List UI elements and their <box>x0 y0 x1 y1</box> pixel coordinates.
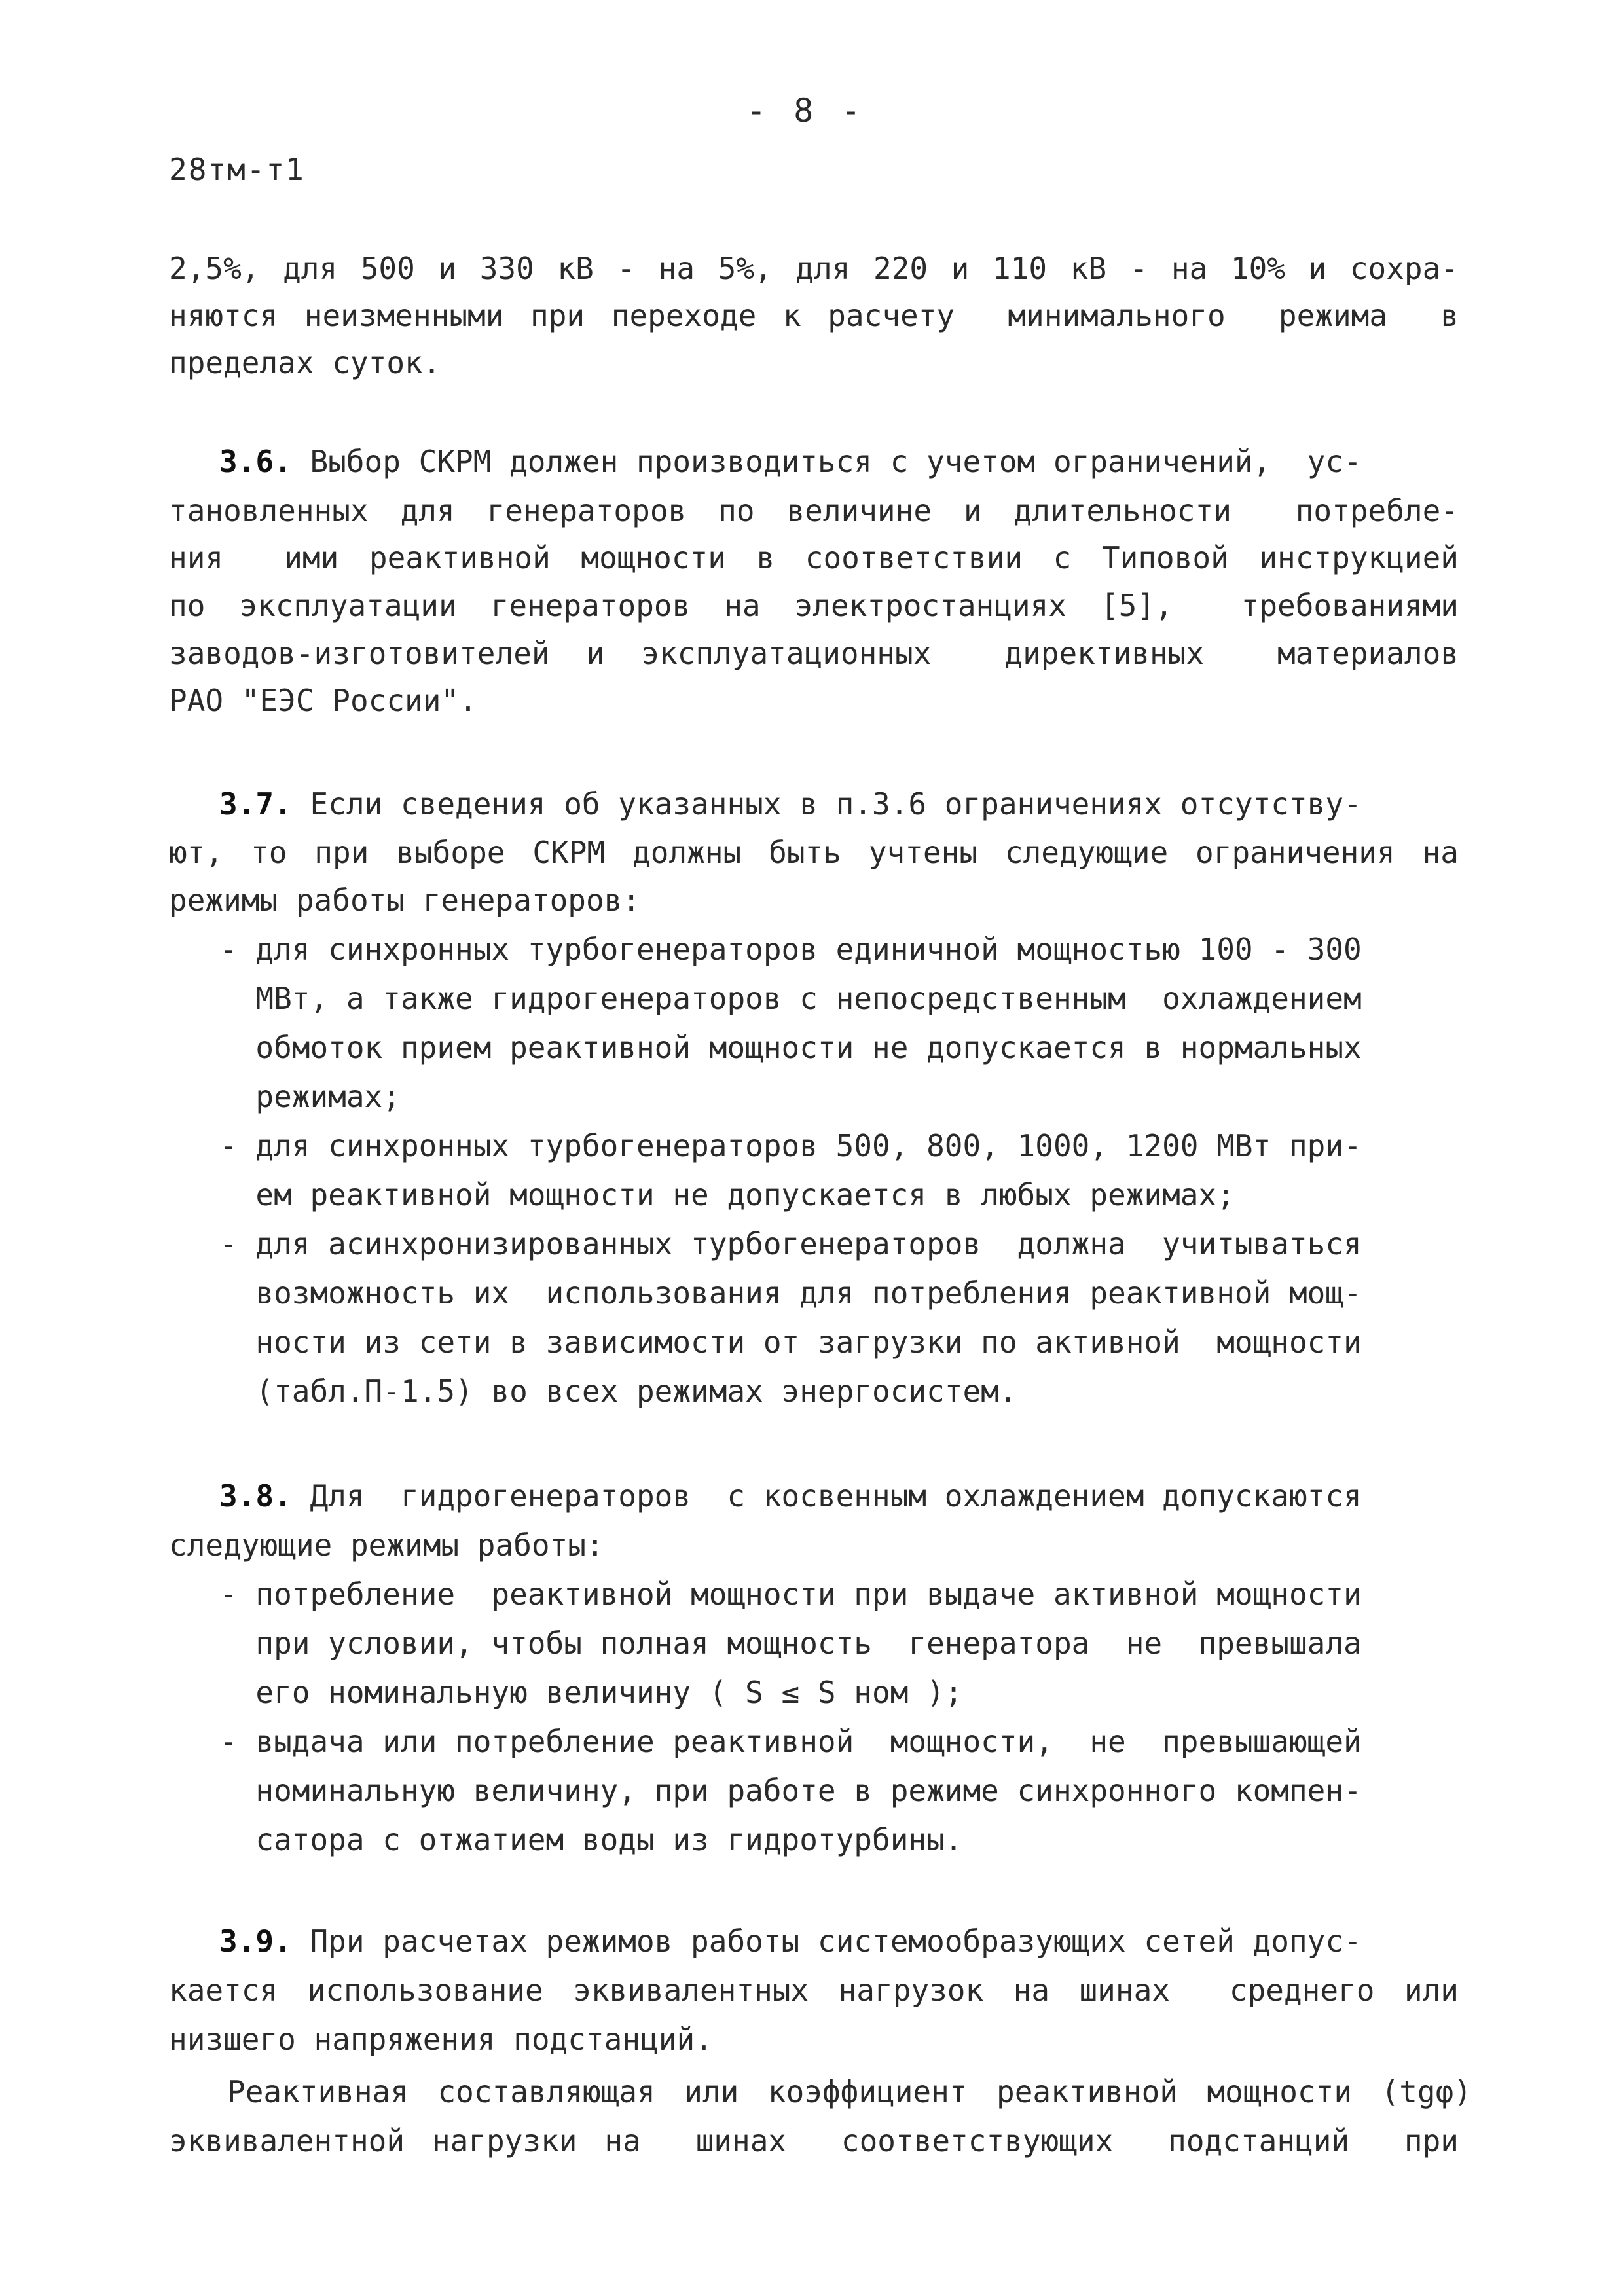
section-3-8-line-2: следующие режимы работы: <box>169 1527 604 1563</box>
section-3-7-first-text: Если сведения об указанных в п.3.6 ограничениях отсутству- <box>291 786 1362 822</box>
section-3-6-line-2: тановленных для генераторов по величине и длительности потребле- <box>169 493 1459 528</box>
section-3-6-line-6: РАО "ЕЭС России". <box>169 683 477 718</box>
section-3-8-first-line <box>219 1476 1362 1516</box>
section-3-9-first-text: При расчетах режимов работы системообразующих сетей допус- <box>291 1923 1362 1959</box>
section-3-9-line-2: кается использование эквивалентных нагрузок на шинах среднего или <box>169 1973 1459 2008</box>
section-3-7-line-2: ют, то при выборе СКРМ должны быть учтены следующие ограничения на <box>169 835 1459 870</box>
section-3-7-bullet-line-1: - для синхронных турбогенераторов единичной мощностью 100 - 300 <box>219 932 1362 967</box>
section-3-7-number: 3.7. <box>219 786 292 822</box>
section-3-7-bullet-line-9: ности из сети в зависимости от загрузки по активной мощности <box>219 1324 1362 1360</box>
section-3-9-line-3: низшего напряжения подстанций. <box>169 2022 713 2057</box>
section-3-7-bullet-line-10: (табл.П-1.5) во всех режимах энергосистем. <box>219 1374 1017 1409</box>
section-3-9-number: 3.9. <box>219 1923 292 1959</box>
section-3-8-bullet-line-4: - выдача или потребление реактивной мощности, не превышающей <box>219 1724 1362 1759</box>
section-3-6-line-5: заводов-изготовителей и эксплуатационных директивных материалов <box>169 636 1459 671</box>
section-3-8-bullet-line-5: номинальную величину, при работе в режиме синхронного компен- <box>219 1773 1362 1808</box>
section-3-7-line-3: режимы работы генераторов: <box>169 883 641 918</box>
section-3-7-bullet-line-3: обмоток прием реактивной мощности не допускается в нормальных <box>219 1030 1362 1065</box>
section-3-6-line-3: ния ими реактивной мощности в соответствии с Типовой инструкцией <box>169 540 1459 575</box>
section-3-9-para2-line-2: эквивалентной нагрузки на шинах соответствующих подстанций при <box>169 2123 1459 2159</box>
section-3-9-para2-line-1: Реактивная составляющая или коэффициент реактивной мощности (tgφ) <box>169 2074 1472 2109</box>
section-3-6-number: 3.6. <box>219 444 292 479</box>
section-3-7-bullet-line-8: возможность их использования для потребления реактивной мощ- <box>219 1275 1362 1311</box>
section-3-6-first-line <box>219 442 1362 481</box>
section-3-8-first-text: Для гидрогенераторов с косвенным охлаждением допускаются <box>291 1478 1362 1514</box>
section-3-8-bullet-line-1: - потребление реактивной мощности при выдаче активной мощности <box>219 1576 1362 1612</box>
section-3-6-first-text: Выбор СКРМ должен производиться с учетом ограничений, ус- <box>291 444 1362 479</box>
section-3-7-bullet-line-7: - для асинхронизированных турбогенераторов должна учитываться <box>219 1226 1362 1262</box>
section-3-8-bullet-line-6: сатора с отжатием воды из гидротурбины. <box>219 1822 963 1857</box>
intro-line-2: няются неизменными при переходе к расчету минимального режима в <box>169 298 1459 333</box>
section-3-8-bullet-line-2: при условии, чтобы полная мощность генератора не превышала <box>219 1626 1362 1661</box>
section-3-9-first-line <box>219 1922 1362 1961</box>
section-3-7-bullet-line-5: - для синхронных турбогенераторов 500, 800, 1000, 1200 МВт при- <box>219 1128 1362 1163</box>
section-3-7-bullet-line-4: режимах; <box>219 1079 401 1114</box>
section-3-6-line-4: по эксплуатации генераторов на электростанциях [5], требованиями <box>169 588 1459 623</box>
section-3-7-bullet-line-6: ем реактивной мощности не допускается в любых режимах; <box>219 1177 1235 1212</box>
section-3-7-bullet-line-2: МВт, а также гидрогенераторов с непосредственным охлаждением <box>219 981 1362 1016</box>
section-3-7-first-line <box>219 784 1362 824</box>
section-3-8-bullet-line-3: его номинальную величину ( S ≤ S ном ); <box>219 1675 963 1710</box>
document-code: 28тм-т1 <box>169 152 305 187</box>
page-number: - 8 - <box>746 92 865 130</box>
intro-line-3: пределах суток. <box>169 345 441 380</box>
intro-line-1: 2,5%, для 500 и 330 кВ - на 5%, для 220 и 110 кВ - на 10% и сохра- <box>169 251 1459 286</box>
section-3-8-number: 3.8. <box>219 1478 292 1514</box>
